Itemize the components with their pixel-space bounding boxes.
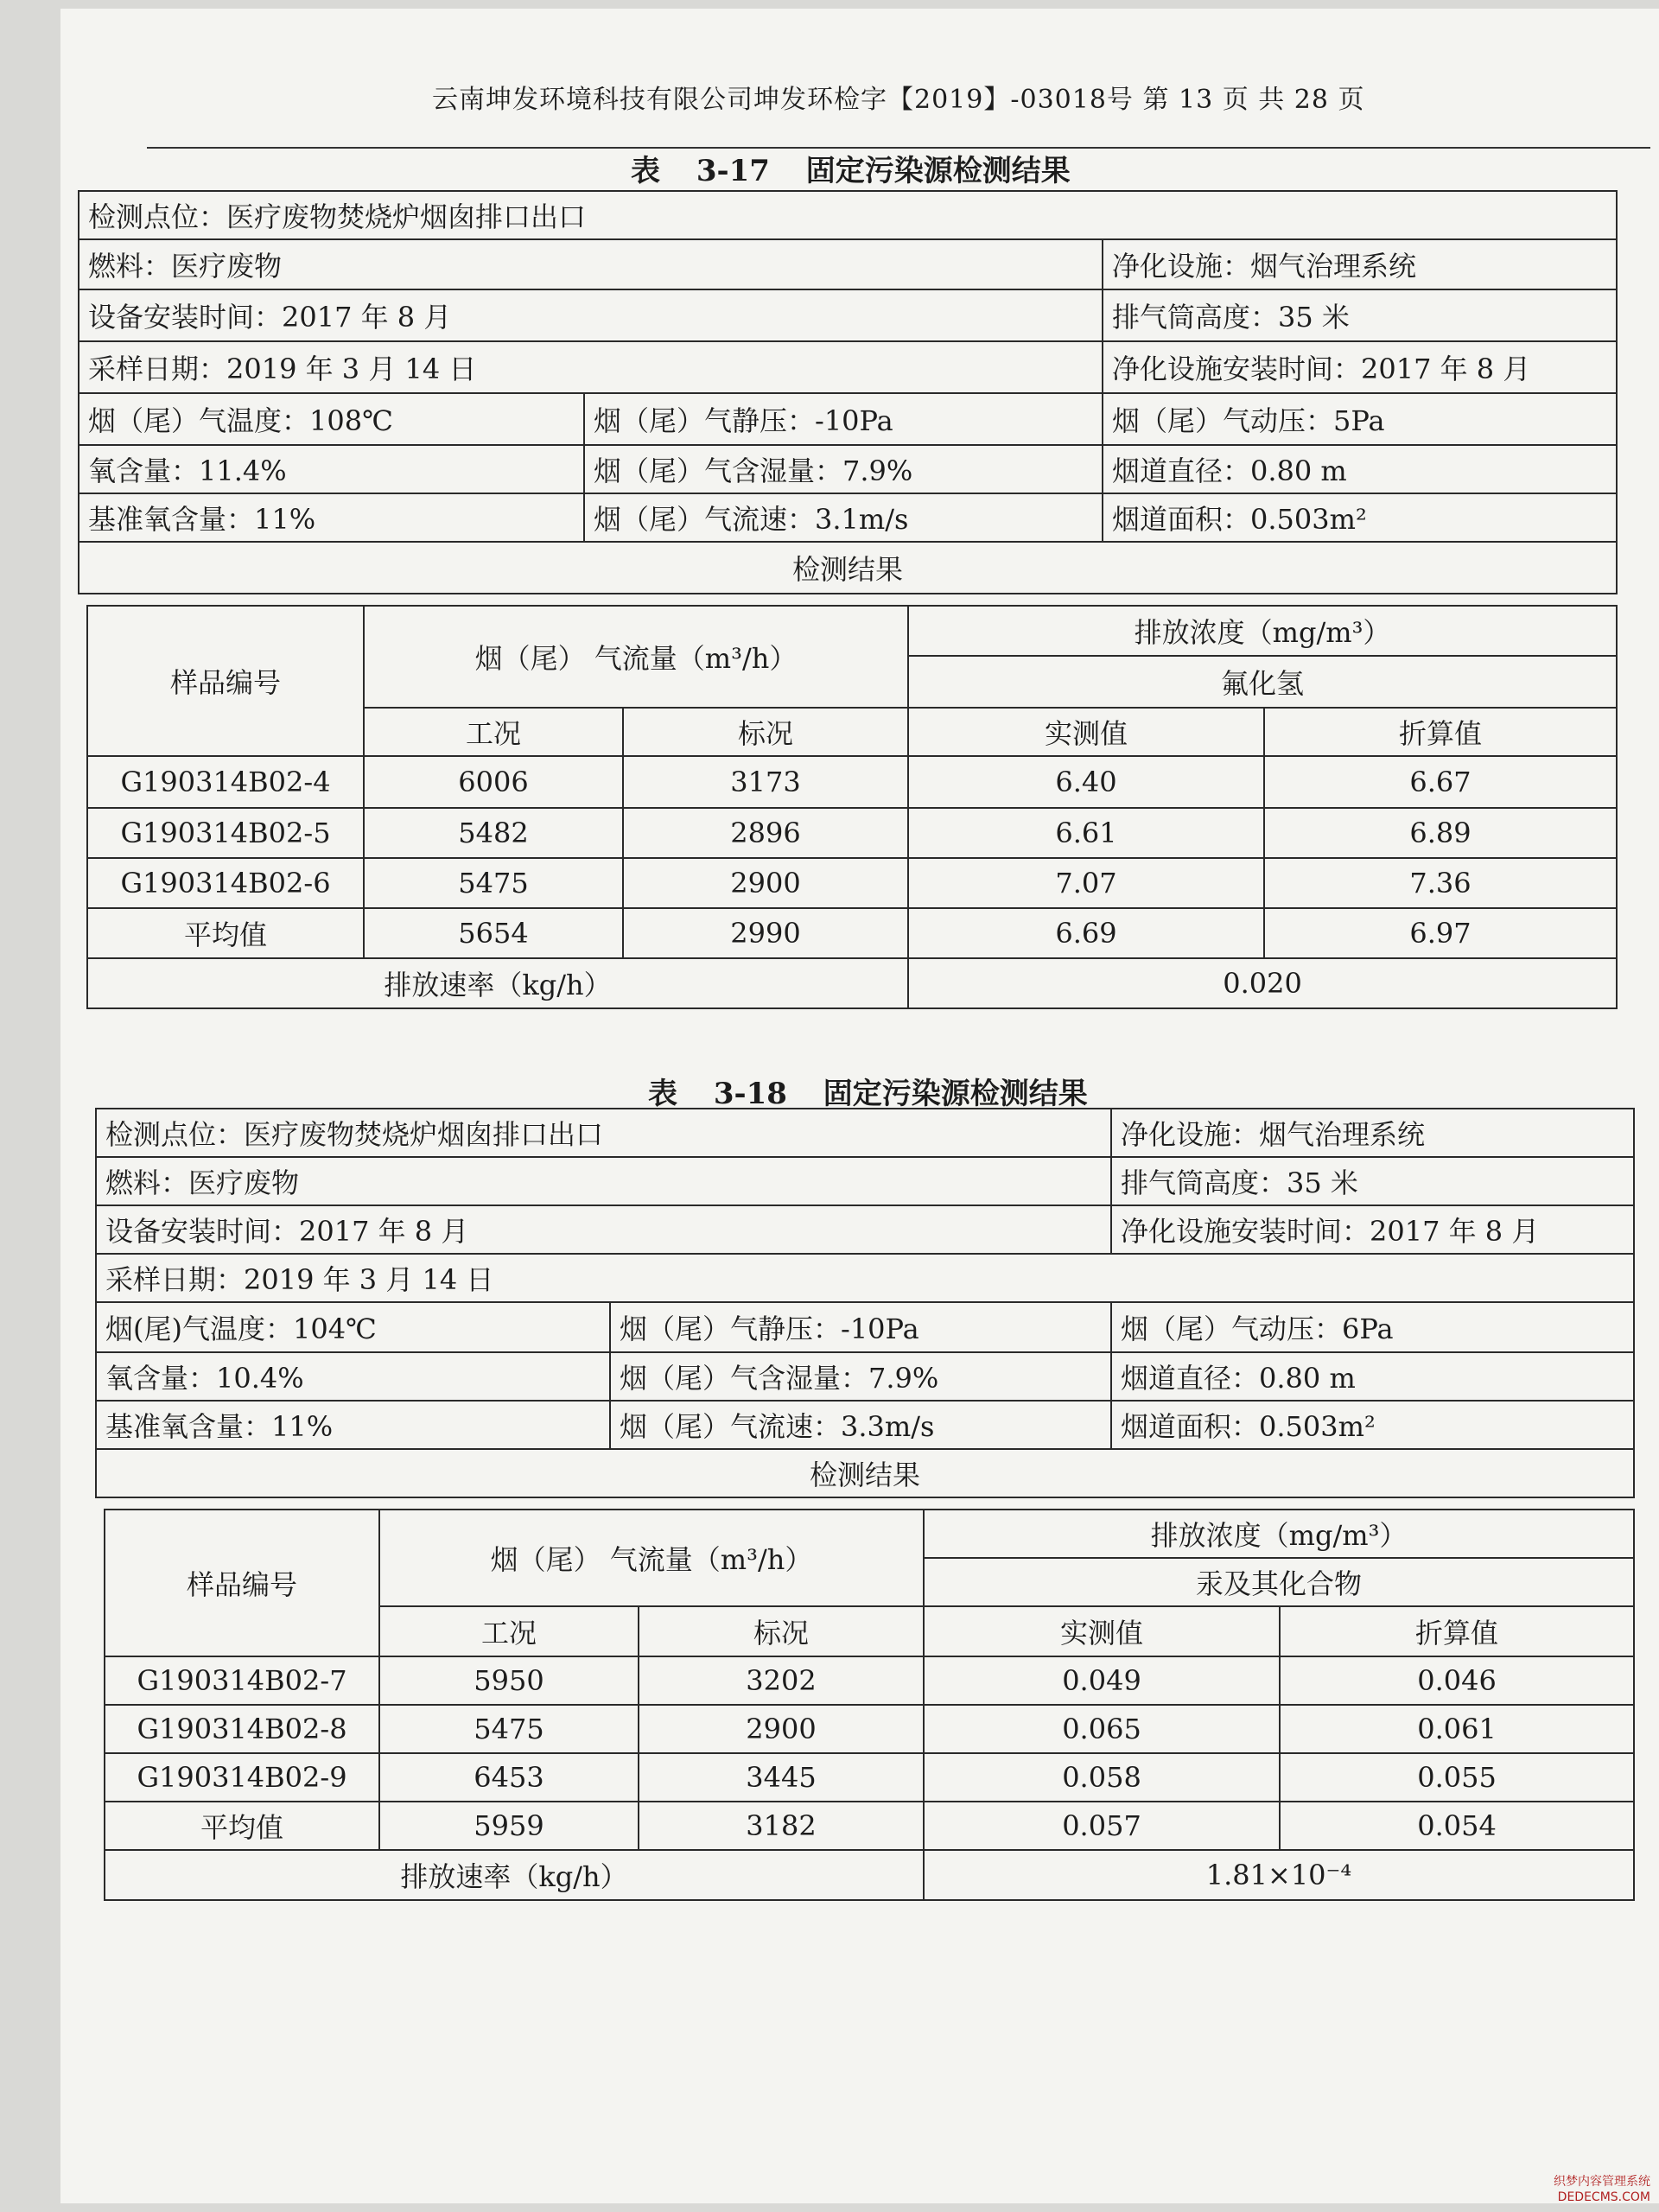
- table-row: [87, 808, 1617, 858]
- watermark-line: DEDECMS.COM: [1557, 2190, 1650, 2204]
- sample-id: G190314B02-6: [87, 858, 364, 908]
- t18-col-conc: 排放浓度（mg/m³）: [924, 1510, 1634, 1558]
- conc-converted: 0.055: [1280, 1753, 1634, 1802]
- flow-work: 5950: [379, 1656, 639, 1705]
- t17-velocity: 烟（尾）气流速：3.1m/s: [584, 493, 1103, 542]
- t17-install: 设备安装时间：2017 年 8 月: [79, 289, 1103, 341]
- conc-converted: 6.97: [1264, 908, 1617, 958]
- t17-diameter: 烟道直径：0.80 m: [1103, 445, 1617, 493]
- t18-col-measured: 实测值: [924, 1606, 1280, 1656]
- flow-std: 3173: [623, 756, 908, 808]
- t17-dynamic: 烟（尾）气动压：5Pa: [1103, 393, 1617, 445]
- conc-measured: 6.40: [908, 756, 1264, 808]
- conc-converted: 6.67: [1264, 756, 1617, 808]
- t17-results-title: 检测结果: [79, 542, 1617, 594]
- table-row: [87, 858, 1617, 908]
- t18-install: 设备安装时间：2017 年 8 月: [96, 1205, 1111, 1254]
- table-row: [105, 1705, 1634, 1753]
- t18-col-std: 标况: [639, 1606, 924, 1656]
- flow-std: 3182: [639, 1802, 924, 1850]
- table-row: [105, 1802, 1634, 1850]
- t17-col-work: 工况: [364, 708, 623, 756]
- t17-col-measured: 实测值: [908, 708, 1264, 756]
- t18-velocity: 烟（尾）气流速：3.3m/s: [610, 1401, 1111, 1449]
- t17-fuel: 燃料：医疗废物: [79, 239, 1103, 289]
- t18-col-converted: 折算值: [1280, 1606, 1634, 1656]
- flow-std: 2990: [623, 908, 908, 958]
- t17-purify-install: 净化设施安装时间：2017 年 8 月: [1103, 341, 1617, 393]
- table18-results: [104, 1509, 1635, 1901]
- table-row: [105, 1656, 1634, 1705]
- conc-converted: 0.061: [1280, 1705, 1634, 1753]
- t17-sample-date: 采样日期：2019 年 3 月 14 日: [79, 341, 1103, 393]
- t18-diameter: 烟道直径：0.80 m: [1111, 1352, 1634, 1401]
- t17-col-converted: 折算值: [1264, 708, 1617, 756]
- sample-id: G190314B02-7: [105, 1656, 379, 1705]
- conc-measured: 6.69: [908, 908, 1264, 958]
- t18-base-oxygen: 基准氧含量：11%: [96, 1401, 610, 1449]
- flow-std: 2896: [623, 808, 908, 858]
- sample-id: 平均值: [87, 908, 364, 958]
- flow-std: 3202: [639, 1656, 924, 1705]
- t17-pollutant: 氟化氢: [908, 656, 1617, 708]
- t18-location: 检测点位：医疗废物焚烧炉烟囱排口出口: [96, 1109, 1111, 1157]
- table18-info: [95, 1108, 1635, 1498]
- t18-area: 烟道面积：0.503m²: [1111, 1401, 1634, 1449]
- sample-id: G190314B02-4: [87, 756, 364, 808]
- conc-measured: 0.058: [924, 1753, 1280, 1802]
- watermark-line: 织梦内容管理系统: [1554, 2175, 1650, 2189]
- t18-sample-date: 采样日期：2019 年 3 月 14 日: [96, 1254, 1634, 1302]
- t18-fuel: 燃料：医疗废物: [96, 1157, 1111, 1205]
- document-page: [60, 9, 1659, 2203]
- flow-work: 5482: [364, 808, 623, 858]
- t17-col-sample: 样品编号: [87, 606, 364, 756]
- t18-purify: 净化设施：烟气治理系统: [1111, 1109, 1634, 1157]
- sample-id: G190314B02-8: [105, 1705, 379, 1753]
- flow-std: 2900: [639, 1705, 924, 1753]
- table-row: [87, 756, 1617, 808]
- t17-area: 烟道面积：0.503m²: [1103, 493, 1617, 542]
- flow-work: 5654: [364, 908, 623, 958]
- t17-humidity: 烟（尾）气含湿量：7.9%: [584, 445, 1103, 493]
- t18-oxygen: 氧含量：10.4%: [96, 1352, 610, 1401]
- t17-col-std: 标况: [623, 708, 908, 756]
- watermark-logo: [1521, 2174, 1650, 2205]
- conc-measured: 0.049: [924, 1656, 1280, 1705]
- t18-stack-height: 排气筒高度：35 米: [1111, 1157, 1634, 1205]
- flow-work: 6453: [379, 1753, 639, 1802]
- t18-humidity: 烟（尾）气含湿量：7.9%: [610, 1352, 1111, 1401]
- t17-rate-label: 排放速率（kg/h）: [87, 958, 908, 1008]
- t18-dynamic: 烟（尾）气动压：6Pa: [1111, 1302, 1634, 1352]
- t17-static: 烟（尾）气静压：-10Pa: [584, 393, 1103, 445]
- t18-col-flow: 烟（尾） 气流量（m³/h）: [379, 1510, 924, 1606]
- t18-rate-value: 1.81×10⁻⁴: [924, 1850, 1634, 1900]
- report-header: 云南坤发环境科技有限公司坤发环检字【2019】-03018号 第 13 页 共 28 页: [432, 85, 1365, 115]
- table-row: [87, 908, 1617, 958]
- t18-rate-label: 排放速率（kg/h）: [105, 1850, 924, 1900]
- t18-purify-install: 净化设施安装时间：2017 年 8 月: [1111, 1205, 1634, 1254]
- conc-converted: 6.89: [1264, 808, 1617, 858]
- t17-base-oxygen: 基准氧含量：11%: [79, 493, 584, 542]
- flow-work: 6006: [364, 756, 623, 808]
- sample-id: G190314B02-5: [87, 808, 364, 858]
- t17-rate-value: 0.020: [908, 958, 1617, 1008]
- t17-location: 检测点位：医疗废物焚烧炉烟囱排口出口: [79, 191, 1617, 239]
- t18-static: 烟（尾）气静压：-10Pa: [610, 1302, 1111, 1352]
- table17-results: [86, 605, 1618, 1009]
- conc-converted: 0.046: [1280, 1656, 1634, 1705]
- table18-caption: 表 3-18 固定污染源检测结果: [648, 1077, 1088, 1111]
- conc-converted: 7.36: [1264, 858, 1617, 908]
- conc-converted: 0.054: [1280, 1802, 1634, 1850]
- table17-info: [78, 190, 1618, 594]
- flow-work: 5959: [379, 1802, 639, 1850]
- sample-id: G190314B02-9: [105, 1753, 379, 1802]
- t18-col-sample: 样品编号: [105, 1510, 379, 1656]
- flow-std: 2900: [623, 858, 908, 908]
- conc-measured: 7.07: [908, 858, 1264, 908]
- t18-results-title: 检测结果: [96, 1449, 1634, 1497]
- table17-caption: 表 3-17 固定污染源检测结果: [631, 154, 1071, 188]
- t17-col-conc: 排放浓度（mg/m³）: [908, 606, 1617, 656]
- sample-id: 平均值: [105, 1802, 379, 1850]
- t17-col-flow: 烟（尾） 气流量（m³/h）: [364, 606, 908, 708]
- t18-temp: 烟(尾)气温度：104℃: [96, 1302, 610, 1352]
- table-row: [105, 1753, 1634, 1802]
- t18-pollutant: 汞及其化合物: [924, 1558, 1634, 1606]
- conc-measured: 0.065: [924, 1705, 1280, 1753]
- flow-work: 5475: [364, 858, 623, 908]
- t17-purify: 净化设施：烟气治理系统: [1103, 239, 1617, 289]
- flow-std: 3445: [639, 1753, 924, 1802]
- flow-work: 5475: [379, 1705, 639, 1753]
- t18-col-work: 工况: [379, 1606, 639, 1656]
- t17-oxygen: 氧含量：11.4%: [79, 445, 584, 493]
- t17-temp: 烟（尾）气温度：108℃: [79, 393, 584, 445]
- t17-stack-height: 排气筒高度：35 米: [1103, 289, 1617, 341]
- conc-measured: 0.057: [924, 1802, 1280, 1850]
- conc-measured: 6.61: [908, 808, 1264, 858]
